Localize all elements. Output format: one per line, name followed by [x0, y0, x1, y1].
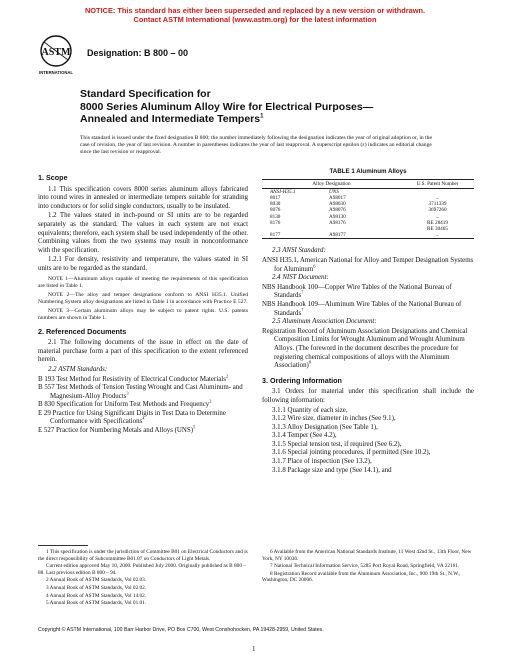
footnote: Current edition approved May 10, 2000. Published July 2000. Originally published as B 800 – 88. Last previous edition B 800 – 94.	[38, 563, 246, 576]
paragraph-1-2: 1.2 The values stated in inch-pound or SI units are to be regarded separately as the standard. The values in each system are not exact equivalents; therefore, each system shall be used independently of the other. Combining values from the two systems may result in nonconformance with the specification.	[38, 212, 248, 254]
ansi-cell: 8030	[270, 201, 281, 208]
right-column	[262, 168, 474, 475]
uns-cell: A98030	[329, 201, 346, 208]
uns-cell: A98017	[329, 195, 346, 201]
page-number: 1	[252, 645, 256, 653]
ansi-cell: 8017	[270, 195, 281, 201]
copyright-line: Copyright © ASTM International, 100 Barr Harbor Drive, PO Box C700, West Conshohocken, PA 19428-2959, United States.	[38, 627, 324, 633]
astm-reference-list	[38, 373, 248, 436]
uns-cell: A98177	[327, 232, 401, 239]
ordering-items-list	[262, 407, 474, 476]
aa-reference-text: Registration Record of Aluminum Association Designations and Chemical Composition Limits for Wrought Aluminum and Wrought Aluminum Alloys. (The foreword in the document describes the procedure for registering chemical compositions of alloys with the Aluminum Association)	[262, 327, 468, 370]
astm-reference-item	[38, 373, 248, 385]
svg-text:ASTM: ASTM	[41, 47, 71, 58]
footnote: 1 This specification is under the jurisdiction of Committee B01 on Electrical Conductors and is the direct responsibility of Subcommittee B01.07 on Conductors of Light Metals.	[38, 549, 248, 562]
paragraph-2-2: 2.2 ASTM Standards:	[48, 365, 108, 373]
patent-cell: RE 30465	[427, 226, 448, 233]
paragraph-1-2-1: 1.2.1 For density, resistivity and temperature, the values stated in SI units are to be regarded as the standard.	[38, 256, 248, 272]
footnote-ref[interactable]: 2	[225, 373, 229, 379]
table-row	[262, 232, 474, 239]
footnote: 6 Available from the American National Standards Institute, 11 West 42nd St., 13th Floor, New York, NY 10036.	[262, 549, 472, 562]
ansi-reference	[262, 257, 474, 274]
footnote: 7 National Technical Information Service, 5285 Port Royal Road, Springfield, VA 22161.	[270, 563, 460, 570]
paragraph-3-1: 3.1 Orders for material under this specification shall include the following information:	[262, 388, 474, 404]
ordering-item: 3.1.8 Package size and type (See 14.1), and	[272, 466, 392, 474]
standard-designation-note: This standard is issued under the fixed designation B 800; the number immediately following the designation indicates the year of original adoption or, in the case of revision, the year of last revision. A number in parentheses indicates the year of last reapproval. A superscript epsilon (ε) indicates an editorial change since the last revision or reapproval.	[80, 135, 432, 156]
patent-cell: 3697260	[428, 207, 447, 214]
patent-cell: ...	[435, 213, 440, 220]
astm-reference-text: E 527 Practice for Numbering Metals and Alloys (UNS)	[38, 427, 194, 435]
patent-cell: ...	[435, 195, 440, 201]
title-line-2: 8000 Series Aluminum Alloy Wire for Electrical Purposes—	[80, 100, 374, 113]
uns-cell: A98130	[329, 213, 346, 220]
footnote: 4 Annual Book of ASTM Standards, Vol 14.02.	[46, 592, 147, 599]
ansi-cell: 8177	[262, 232, 327, 239]
astm-reference-item	[38, 398, 248, 410]
title-footnote-ref[interactable]: 1	[260, 113, 264, 120]
section-1-heading: 1. Scope	[38, 173, 68, 182]
alloy-table	[262, 179, 474, 240]
title-line-3-text: Annealed and Intermediate Tempers	[80, 113, 261, 125]
nbs-handbook-100-text: NBS Handbook 100—Copper Wire Tables of the National Bureau of Standards	[262, 283, 452, 300]
note-2: NOTE 2—The alloy and temper designations conform to ANSI H35.1. Unified Numbering System alloy designations are listed in Table 1 in accordance with Practice E 527.	[38, 291, 248, 305]
nbs-handbook-109-text: NBS Handbook 109—Aluminum Wire Tables of the National Bureau of Standards	[262, 300, 462, 317]
section-3-heading: 3. Ordering Information	[262, 375, 342, 385]
footnote-ref[interactable]: 4	[142, 416, 145, 422]
ansi-cell: 8076	[270, 207, 281, 214]
table-subheader-ansi: ANSI-H35.1	[270, 188, 296, 195]
ordering-item: 3.1.2 Wire size, diameter in inches (See 9.1),	[272, 415, 396, 423]
nbs-handbook-100	[262, 284, 474, 301]
astm-reference-text: B 193 Test Method for Resistivity of Electrical Conductor Materials	[38, 375, 226, 383]
patent-cell: ...	[401, 232, 474, 239]
title-line-3	[80, 113, 440, 126]
paragraph-2-3: 2.3 ANSI Standard:	[272, 247, 326, 255]
withdrawal-notice	[0, 6, 510, 24]
ordering-item: 3.1.1 Quantity of each size,	[272, 406, 348, 414]
footnote: 2 Annual Book of ASTM Standards, Vol 02.03.	[46, 577, 147, 584]
patent-cell: 3711339	[428, 201, 447, 208]
footnote-ref[interactable]: 2	[209, 398, 212, 404]
ansi-cell: 8176	[270, 219, 281, 226]
aa-footnote-ref[interactable]: 8	[308, 359, 312, 365]
table-header-alloy-designation: Alloy Designation	[262, 179, 401, 188]
designation: Designation: B 800 – 00	[87, 48, 189, 58]
notice-line-1: NOTICE: This standard has either been superseded and replaced by a new version or withdrawn.	[84, 6, 426, 15]
section-2-heading: 2. Referenced Documents	[38, 326, 127, 336]
ansi-cell: 8130	[270, 213, 281, 220]
footnote-ref[interactable]: 5	[193, 424, 196, 430]
uns-cell: A98176	[329, 219, 346, 226]
astm-reference-text: B 557 Test Methods of Tension Testing Wrought and Cast Aluminum- and Magnesium-Alloy Products	[38, 384, 243, 400]
ordering-item: 3.1.6 Special jointing procedures, if permitted (See 10.2),	[272, 449, 431, 457]
aluminum-association-reference	[262, 328, 474, 371]
paragraph-2-1: 2.1 The following documents of the issue in effect on the date of material purchase form a part of this specification to the extent referenced herein.	[38, 339, 248, 364]
table-1-title: TABLE 1 Aluminum Alloys	[329, 168, 407, 175]
left-column	[38, 168, 248, 436]
footnote-ref[interactable]: 3	[126, 390, 129, 396]
document-title	[80, 88, 440, 126]
ansi-footnote-ref[interactable]: 6	[313, 263, 316, 269]
paragraph-2-4: 2.4 NIST Document:	[272, 274, 329, 282]
footnote-rule-left	[38, 545, 88, 546]
footnote: 3 Annual Book of ASTM Standards, Vol 02.02.	[46, 584, 147, 591]
nbs-handbook-109	[262, 301, 474, 318]
table-header-patent-number: U.S. Patent Number	[401, 179, 474, 188]
notice-line-2: Contact ASTM International (www.astm.org) for the latest information	[133, 15, 377, 24]
paragraph-1-1: 1.1 This specification covers 8000 series aluminum alloys fabricated into round wires in annealed or intermediate tempers suitable for stranding into conductors or for solid single conductors, usually to be insulated.	[38, 185, 248, 210]
paragraph-2-5: 2.5 Aluminum Association Document:	[272, 318, 377, 326]
uns-cell: A98076	[329, 207, 346, 214]
ordering-item: 3.1.3 Alloy Designation (See Table 1),	[272, 423, 378, 431]
astm-reference-item	[38, 410, 248, 427]
ordering-item: 3.1.5 Special tension test, if required (See 6.2),	[272, 440, 402, 448]
footnotes-right	[262, 549, 474, 585]
table-subheader-blank	[401, 188, 474, 195]
astm-reference-item	[38, 384, 248, 401]
footnotes-left	[38, 549, 248, 608]
footnote: 5 Annual Book of ASTM Standards, Vol 01.01.	[46, 600, 147, 607]
patent-cell: RE 28419	[427, 219, 448, 226]
nbs-109-footnote-ref[interactable]: 7	[301, 307, 304, 313]
table-subheader-uns: UNS	[329, 188, 339, 195]
nbs-100-footnote-ref[interactable]: 7	[301, 290, 304, 296]
astm-reference-text: E 29 Practice for Using Significant Digits in Test Data to Determine Conformance with Specifications	[38, 409, 226, 426]
ordering-item: 3.1.4 Temper (See 4.2),	[272, 432, 337, 440]
title-line-1: Standard Specification for	[80, 88, 211, 100]
astm-reference-item	[38, 424, 248, 436]
ordering-item: 3.1.7 Place of inspection (See 13.2),	[272, 458, 372, 466]
footnote: 8 Registration Record available from the Aluminum Association, Inc., 900 19th St., N.W., Washington, DC 20006.	[262, 570, 461, 584]
astm-logo-icon	[38, 34, 74, 76]
ansi-reference-text: ANSI H35.1, American National for Alloy and Temper Designation Systems for Aluminum	[262, 257, 474, 273]
svg-text:INTERNATIONAL: INTERNATIONAL	[39, 70, 73, 75]
note-1: NOTE 1—Aluminum alloys capable of meeting the requirements of this specification are listed in Table 1.	[38, 275, 248, 289]
note-3: NOTE 3—Certain aluminum alloys may be subject to patent rights. U.S. patents numbers are shown in Table 1.	[38, 307, 248, 321]
astm-reference-text: B 830 Specification for Uniform Test Methods and Frequency	[38, 401, 210, 409]
